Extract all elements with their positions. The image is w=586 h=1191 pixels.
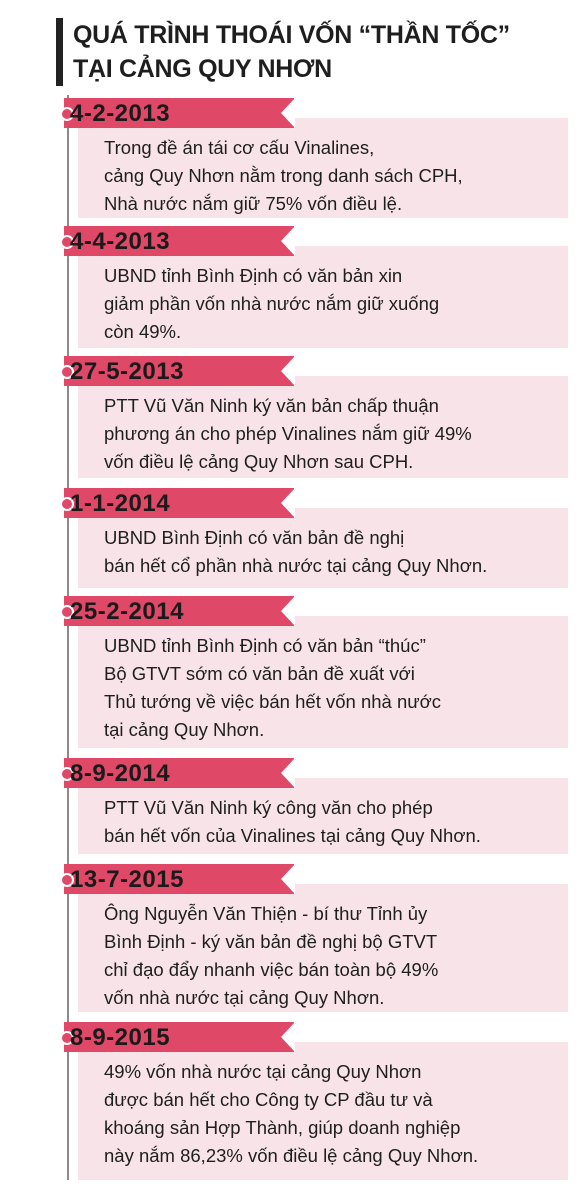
entry-text-line: Ông Nguyễn Văn Thiện - bí thư Tỉnh ủy: [104, 903, 428, 924]
entry-text-line: bán hết cổ phần nhà nước tại cảng Quy Nhơn.: [104, 555, 488, 576]
entry-text-line: chỉ đạo đẩy nhanh việc bán toàn bộ 49%: [104, 959, 439, 980]
entry-text-line: Nhà nước nắm giữ 75% vốn điều lệ.: [104, 193, 403, 214]
entry-text-line: PTT Vũ Văn Ninh ký công văn cho phép: [104, 797, 433, 818]
title-line-2: TẠI CẢNG QUY NHƠN: [73, 55, 332, 83]
timeline-entry-3: [56, 356, 568, 478]
entry-text-line: Bộ GTVT sớm có văn bản đề xuất với: [104, 663, 415, 684]
entry-date: 27-5-2013: [70, 358, 184, 385]
timeline-entry-7: [56, 864, 568, 1012]
entry-text: [104, 900, 554, 1012]
entry-text: [104, 1058, 554, 1170]
entry-text-line: 49% vốn nhà nước tại cảng Quy Nhơn: [104, 1061, 422, 1082]
entry-text-line: UBND Bình Định có văn bản đề nghị: [104, 527, 405, 548]
entry-text: [104, 632, 554, 744]
timeline-entry-6: [56, 758, 568, 854]
timeline-entry-1: [56, 98, 568, 218]
timeline-entry-2: [56, 226, 568, 348]
entry-text: [104, 524, 554, 580]
entry-date: 1-1-2014: [70, 490, 171, 517]
entry-text: [104, 134, 554, 218]
entry-text-line: tại cảng Quy Nhơn.: [104, 719, 265, 740]
entry-text-line: được bán hết cho Công ty CP đầu tư và: [104, 1089, 433, 1110]
entry-text-line: này nắm 86,23% vốn điều lệ cảng Quy Nhơn.: [104, 1145, 479, 1166]
entry-text-line: phương án cho phép Vinalines nắm giữ 49%: [104, 423, 472, 444]
timeline-entry-4: [56, 488, 568, 588]
timeline-entry-5: [56, 596, 568, 748]
entry-date: 25-2-2014: [70, 598, 184, 625]
entry-date: 8-9-2014: [70, 760, 171, 787]
entry-text-line: UBND tỉnh Bình Định có văn bản “thúc”: [104, 635, 426, 656]
entry-text-line: Trong đề án tái cơ cấu Vinalines,: [104, 137, 375, 158]
entry-text-line: bán hết vốn của Vinalines tại cảng Quy Nhơn.: [104, 825, 481, 846]
infographic-title: [56, 18, 583, 86]
entry-text-line: cảng Quy Nhơn nằm trong danh sách CPH,: [104, 165, 463, 186]
entry-text-line: Bình Định - ký văn bản đề nghị bộ GTVT: [104, 931, 438, 952]
entry-text: [104, 262, 554, 346]
entry-date: 13-7-2015: [70, 866, 184, 893]
entry-text-line: khoáng sản Hợp Thành, giúp doanh nghiệp: [104, 1117, 461, 1138]
entry-text-line: Thủ tướng về việc bán hết vốn nhà nước: [104, 691, 442, 712]
timeline-entry-8: [56, 1022, 568, 1180]
entry-text-line: UBND tỉnh Bình Định có văn bản xin: [104, 265, 403, 286]
entry-text-line: PTT Vũ Văn Ninh ký văn bản chấp thuận: [104, 395, 439, 416]
entry-text-line: vốn nhà nước tại cảng Quy Nhơn.: [104, 987, 385, 1008]
title-line-1: QUÁ TRÌNH THOÁI VỐN “THẦN TỐC”: [73, 21, 510, 49]
entry-text: [104, 392, 554, 476]
entry-date: 4-4-2013: [70, 228, 171, 255]
entry-text-line: vốn điều lệ cảng Quy Nhơn sau CPH.: [104, 451, 414, 472]
entry-date: 4-2-2013: [70, 100, 171, 127]
entry-date: 8-9-2015: [70, 1024, 171, 1051]
entry-text-line: giảm phần vốn nhà nước nắm giữ xuống: [104, 293, 440, 314]
entry-text: [104, 794, 554, 850]
entry-text-line: còn 49%.: [104, 321, 182, 342]
